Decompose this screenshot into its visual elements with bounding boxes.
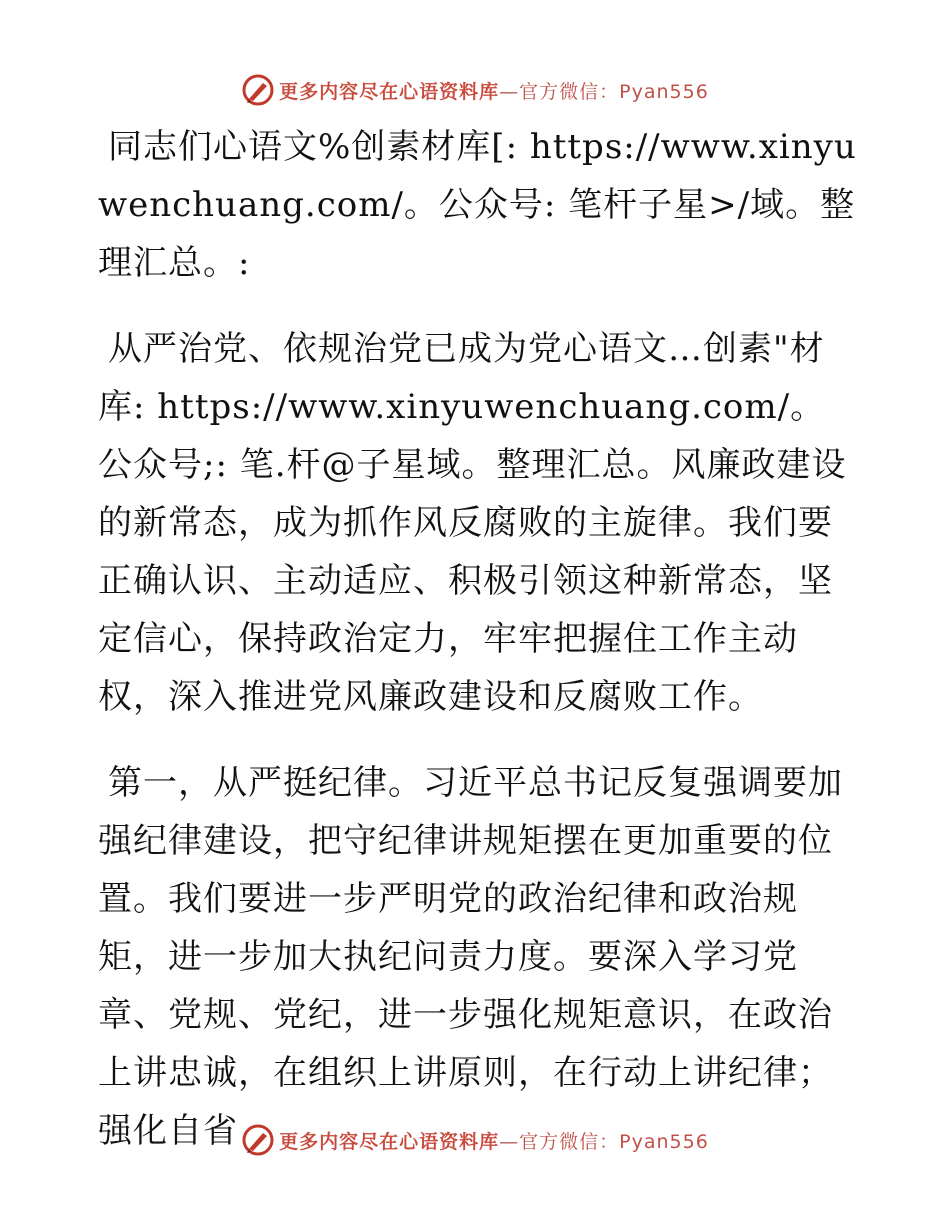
watermark-text [279,77,709,104]
paragraph-3: 第一，从严挺纪律。习近平总书记反复强调要加强纪律建设，把守纪律讲规矩摆在更加重要的位置。我们要进一步严明党的政治纪律和政治规矩，进一步加大执纪问责力度。要深入学习党章、党规、党纪，进一步强化规矩意识，在政治上讲忠诚，在组织上讲原则，在行动上讲纪律；强化自省 [98,763,843,1151]
watermark-main: 更多内容尽在心语资料库 [279,80,500,103]
watermark-main: 更多内容尽在心语资料库 [279,1130,500,1153]
watermark-dash: — [499,80,520,103]
watermark-contact: 官方微信：Pyan556 [519,80,709,103]
watermark-text [279,1127,709,1154]
pen-logo-icon [241,1123,275,1157]
paragraph-2: 从严治党、依规治党已成为党心语文…创素"材库: https://www.xinyuwenchuang.com/。公众号;: 笔.杆@子星域。整理汇总。风廉政建设的新常态，成为抓作风反腐败的主旋律。我们要正确认识、主动适应、积极引领这种新常态，坚定信心，保持政治定力，牢牢把握住工作主动权，深入推进党风廉政建设和反腐败工作。 [98,329,847,717]
footer-watermark [0,1120,950,1160]
watermark-contact: 官方微信：Pyan556 [519,1130,709,1153]
watermark-dash: — [499,1130,520,1153]
paragraph-1: 同志们心语文%创素材库[: https://www.xinyuwenchuang.com/。公众号: 笔杆子星>/域。整理汇总。: [98,127,857,283]
pen-logo-icon [241,73,275,107]
header-watermark [0,70,950,110]
document-body [98,118,858,1160]
